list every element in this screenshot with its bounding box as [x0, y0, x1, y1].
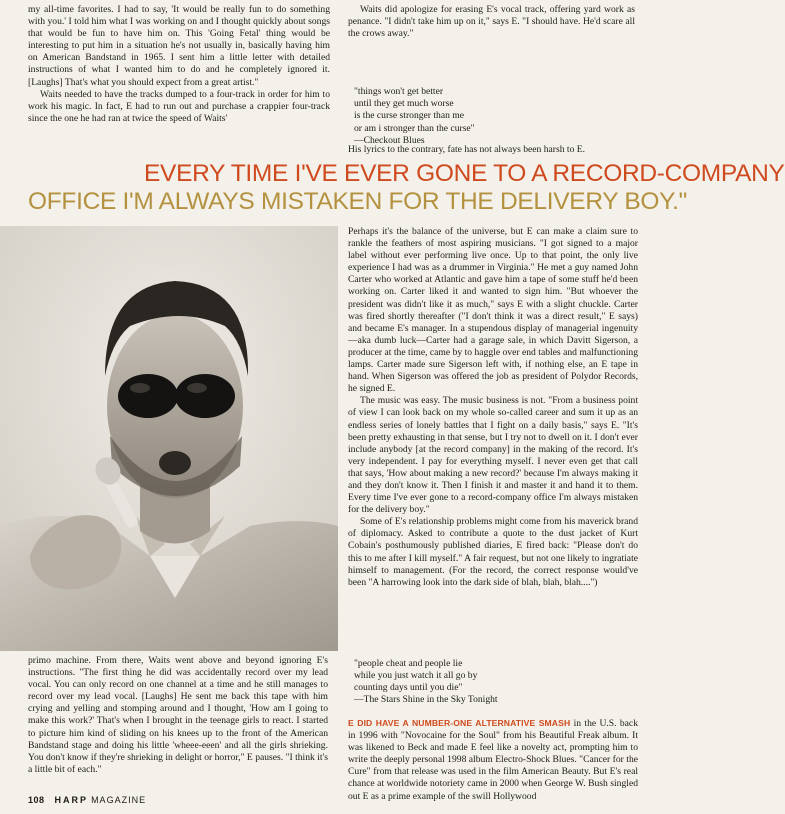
paragraph: The music was easy. The music business is not. "From a business point of view I can look back on my whole so-called career and sum it up as an endless series of lonely battles that I fight on a daily basis," says E. "It's been pretty exhausting in that sense, but I try not to dwell on it. I don't ever include anybody [at the record company] in the making of the record. It's very independent. I pay for everything myself. I never even get that call that says, 'How about making a new record?' because I'm always making it and they don't know it. Then I finish it and master it and hand it to them. Every time I've ever gone to a record-company office I'm always mistaken for the delivery boy."	[348, 395, 638, 516]
pull-quote	[28, 160, 785, 216]
portrait-illustration	[0, 226, 338, 651]
paragraph: His lyrics to the contrary, fate has not always been harsh to E.	[348, 144, 586, 155]
paragraph: Some of E's relationship problems might come from his maverick brand of diplomacy. Asked to contribute a quote to the dust jacket of Kurt Cobain's posthumously published diaries, E fired back: "Please don't do this to me after I kill myself." A fair request, but not one likely to ingratiate himself to management. (For the record, the correct response would've been "A harrowing look into the dark side of blah, blah, blah....")	[348, 516, 638, 588]
lyric-line: counting days until you die"	[354, 682, 463, 693]
lyric-line: "things won't get better	[354, 86, 444, 97]
pull-quote-line-2: OFFICE I'M ALWAYS MISTAKEN FOR THE DELIVERY BOY."	[28, 188, 687, 215]
paragraph: Perhaps it's the balance of the universe, but E can make a claim sure to rankle the feathers of most aspiring musicians. "I got signed to a major label without ever performing live once. Up to that point, the only live experience I had was as a drummer in Virginia." He met a guy named John Carter who worked at Atlantic and gave him a tape of some stuff he'd been working on. Carter liked it and wanted to sign him. "But whoever the president was didn't like it as much," says E with a slight chuckle. Carter was fired shortly thereafter ("I don't think it was a direct result," E says) and became E's manager. In a stupendous display of managerial ingenuity—aka dumb luck—Carter had a garage sale, in which Davitt Sigerson, a producer at the time, came by to haggle over end tables and malfunctioning lamps. Carter made sure Sigerson left with, if nothing else, an E tape in hand. When Sigerson was offered the job as president of Polydor Records, he signed E.	[348, 226, 638, 395]
magazine-name-suffix: MAGAZINE	[91, 795, 147, 805]
lyrics-checkout-blues	[354, 86, 634, 147]
paragraph: Waits needed to have the tracks dumped to a four-track in order for him to work his magic. In fact, E had to run out and purchase a crappier four-track since the one he had ran at twice the speed of Waits'	[28, 88, 330, 124]
lyric-source: —The Stars Shine in the Sky Tonight	[354, 694, 498, 705]
magazine-name: HARP	[54, 795, 89, 805]
paragraph: primo machine. From there, Waits went above and beyond ignoring E's instructions. "The first thing he did was accidentally record over my lead vocal. You can only record on one channel at a time and he still manages to record over my lead vocal. [Laughs] He sent me back this tape with him crying and yelling and stomping around and I thought, 'How am I going to make this work?' That's when I brought in the teenage girls to react. I started to picture him kind of sliding on his knees up to the front of the American Bandstand stage and doing his little 'wheee-eeen' and all the girls shrieking. You don't know if they're shrieking in delight or horror," E pauses. "I think it's a little bit of each."	[28, 655, 328, 775]
paragraph: Waits did apologize for erasing E's vocal track, offering yard work as penance. "I didn't take him up on it," says E. "I should have. He'd scare all the crows away."	[348, 4, 635, 40]
left-column-top	[28, 4, 330, 125]
right-column-top	[348, 4, 635, 40]
paragraph-text: in the U.S. back in 1996 with "Novocaine for the Soul" from his Beautiful Freak album. It was likened to Beck and made E feel like a novelty act, prompting him to write the deeply personal 1998 album Electro-Shock Blues. "Cancer for the Cure" from that release was used in the film American Beauty. But E's real chance at worldwide notoriety came in 2000 when George W. Bush singled out E as a prime example of the swill Hollywood	[348, 718, 638, 802]
lyric-source: —Checkout Blues	[354, 134, 425, 146]
pull-quote-line-1: EVERY TIME I'VE EVER GONE TO A RECORD-COMPANY	[144, 160, 785, 187]
lyrics-stars-shine	[354, 658, 634, 706]
right-column-middle	[348, 226, 638, 589]
lyric-line: while you just watch it all go by	[354, 670, 478, 681]
section-paragraph	[348, 717, 638, 803]
page-number: 108	[28, 795, 45, 805]
paragraph: my all-time favorites. I had to say, 'It would be really fun to do something with you.' I told him what I was working on and I thought quickly about songs that would be fun to have him on. This 'Going Fetal' thing would be interesting to put him in a situation he's not usually in, basically having him on American Bandstand in 1965. I sent him a little letter with detailed instructions of what I wanted him to do and he completely ignored it. [Laughs] That's what you should expect from a great artist."	[28, 4, 330, 88]
lyric-line: is the curse stronger than me	[354, 110, 465, 122]
section-lead-in: E DID HAVE A NUMBER-ONE ALTERNATIVE SMASH	[348, 718, 571, 728]
lyric-line: or am i stronger than the curse"	[354, 122, 475, 134]
portrait-photo	[0, 226, 338, 651]
page-folio	[28, 795, 146, 805]
lyric-line: until they get much worse	[354, 98, 454, 110]
lyric-line: "people cheat and people lie	[354, 658, 463, 669]
left-column-bottom	[28, 655, 328, 776]
